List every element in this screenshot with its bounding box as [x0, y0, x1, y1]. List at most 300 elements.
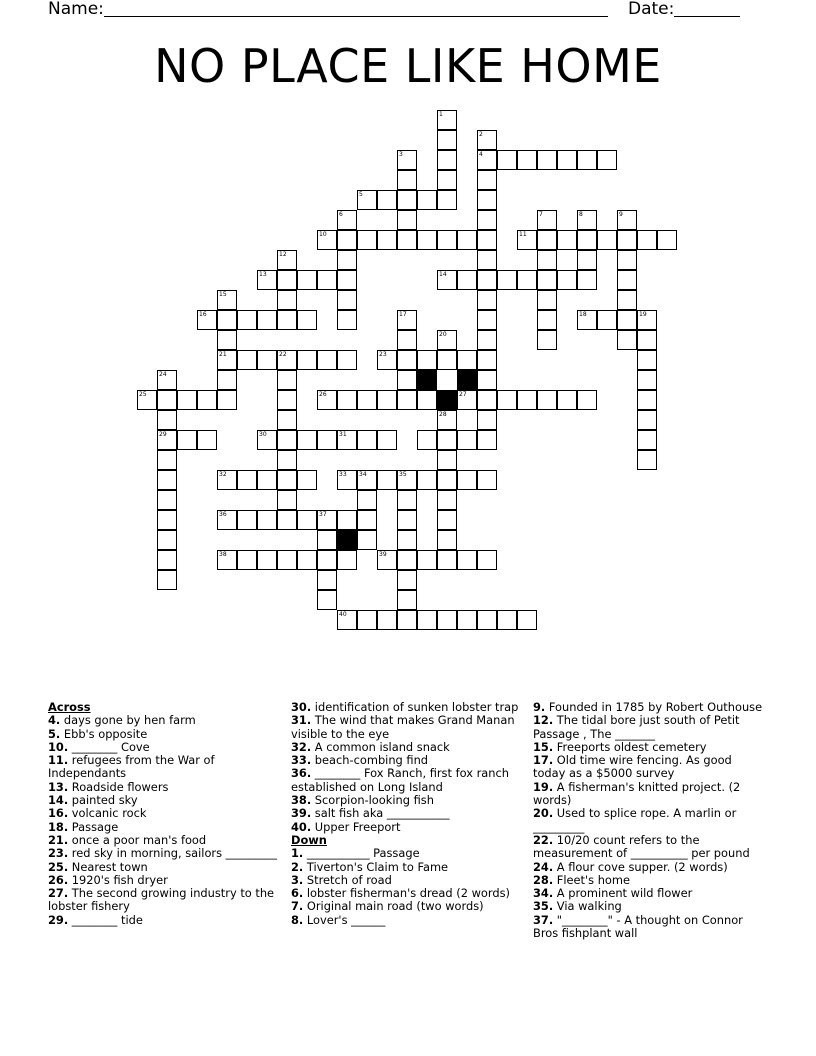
grid-cell[interactable]	[537, 270, 557, 290]
grid-cell[interactable]	[457, 390, 477, 410]
clue-number: 19	[639, 311, 647, 318]
grid-cell[interactable]	[517, 610, 537, 630]
grid-cell[interactable]	[537, 210, 557, 230]
grid-cell[interactable]	[337, 290, 357, 310]
grid-cell[interactable]	[477, 230, 497, 250]
grid-cell[interactable]	[317, 270, 337, 290]
clue-number-label: 27.	[48, 886, 69, 901]
grid-cell[interactable]	[157, 530, 177, 550]
grid-cell[interactable]	[317, 550, 337, 570]
clue-item	[48, 914, 280, 927]
grid-cell[interactable]	[437, 550, 457, 570]
grid-cell[interactable]	[317, 530, 337, 550]
clue-text: Passage	[68, 819, 119, 834]
grid-cell[interactable]	[217, 550, 237, 570]
grid-cell[interactable]	[337, 610, 357, 630]
grid-cell[interactable]	[497, 270, 517, 290]
grid-cell[interactable]	[477, 170, 497, 190]
grid-cell[interactable]	[477, 470, 497, 490]
clue-text: Tiverton's Claim to Fame	[303, 859, 449, 874]
clue-number: 34	[359, 471, 367, 478]
grid-cell[interactable]	[157, 550, 177, 570]
grid-cell[interactable]	[397, 190, 417, 210]
grid-cell[interactable]	[477, 130, 497, 150]
clue-text: The tidal bore just south of Petit Passage , The _______	[533, 713, 740, 741]
grid-cell[interactable]	[317, 390, 337, 410]
grid-cell[interactable]	[157, 450, 177, 470]
grid-cell[interactable]	[477, 250, 497, 270]
grid-cell[interactable]	[217, 310, 237, 330]
across-heading: Across	[48, 700, 91, 714]
grid-cell[interactable]	[537, 230, 557, 250]
grid-cell[interactable]	[297, 550, 317, 570]
clue-number-label: 15.	[533, 739, 554, 754]
grid-cell[interactable]	[377, 390, 397, 410]
grid-cell[interactable]	[157, 490, 177, 510]
grid-cell[interactable]	[537, 150, 557, 170]
grid-cell[interactable]	[357, 510, 377, 530]
clue-text: Scorpion-looking fish	[311, 793, 434, 808]
clue-number-label: 20.	[533, 806, 554, 821]
grid-cell[interactable]	[277, 350, 297, 370]
grid-cell[interactable]	[397, 490, 417, 510]
clue-text: A prominent wild flower	[553, 886, 693, 901]
puzzle-title: NO PLACE LIKE HOME	[154, 39, 662, 93]
clue-number: 20	[439, 331, 447, 338]
grid-cell[interactable]	[217, 390, 237, 410]
grid-cell[interactable]	[357, 530, 377, 550]
clue-number-label: 30.	[291, 700, 312, 714]
clue-text: lobster fisherman's dread (2 words)	[303, 886, 510, 901]
grid-cell[interactable]	[537, 310, 557, 330]
grid-cell[interactable]	[157, 510, 177, 530]
clue-item	[291, 887, 523, 900]
grid-cell[interactable]	[297, 270, 317, 290]
grid-cell[interactable]	[477, 290, 497, 310]
clue-item	[291, 754, 523, 767]
clue-number-label: 25.	[48, 859, 69, 874]
clue-number-label: 34.	[533, 886, 554, 901]
grid-cell[interactable]	[217, 370, 237, 390]
grid-cell[interactable]	[337, 430, 357, 450]
grid-cell[interactable]	[437, 490, 457, 510]
grid-cell[interactable]	[317, 230, 337, 250]
grid-cell[interactable]	[637, 370, 657, 390]
grid-cell[interactable]	[617, 310, 637, 330]
clue-number-label: 24.	[533, 859, 554, 874]
grid-cell[interactable]	[477, 210, 497, 230]
grid-cell[interactable]	[477, 330, 497, 350]
grid-cell[interactable]	[337, 310, 357, 330]
grid-cell[interactable]	[237, 510, 257, 530]
grid-cell[interactable]	[237, 310, 257, 330]
grid-cell[interactable]	[457, 430, 477, 450]
grid-cell[interactable]	[177, 430, 197, 450]
grid-cell[interactable]	[537, 290, 557, 310]
clue-number: 39	[379, 551, 387, 558]
clue-text: ________ Fox Ranch, first fox ranch established on Long Island	[291, 766, 509, 794]
grid-cell[interactable]	[437, 270, 457, 290]
clue-item	[533, 874, 765, 887]
clue-number: 22	[279, 351, 287, 358]
clue-number: 21	[219, 351, 227, 358]
grid-cell[interactable]	[397, 390, 417, 410]
grid-cell[interactable]	[437, 350, 457, 370]
clue-text: Roadside flowers	[68, 779, 169, 794]
grid-cell[interactable]	[437, 470, 457, 490]
grid-cell[interactable]	[277, 270, 297, 290]
grid-cell[interactable]	[577, 150, 597, 170]
clue-text: refugees from the War of Independants	[48, 753, 215, 781]
grid-cell[interactable]	[477, 390, 497, 410]
clue-text: identification of sunken lobster trap	[311, 700, 519, 714]
grid-cell[interactable]	[437, 410, 457, 430]
grid-cell[interactable]	[357, 230, 377, 250]
clue-text: Founded in 1785 by Robert Outhouse	[545, 700, 763, 714]
grid-cell[interactable]	[377, 350, 397, 370]
clue-number: 18	[579, 311, 587, 318]
grid-cell[interactable]	[277, 490, 297, 510]
clue-item	[48, 874, 280, 887]
grid-cell[interactable]	[417, 390, 437, 410]
clue-text: Old time wire fencing. As good today as a $5000 survey	[533, 753, 732, 781]
clue-number-label: 33.	[291, 753, 312, 768]
grid-cell[interactable]	[337, 510, 357, 530]
grid-cell[interactable]	[537, 390, 557, 410]
clue-item	[533, 714, 765, 741]
grid-cell[interactable]	[637, 410, 657, 430]
clue-number: 2	[479, 131, 483, 138]
grid-cell[interactable]	[397, 590, 417, 610]
grid-cell[interactable]	[217, 350, 237, 370]
grid-cell[interactable]	[317, 590, 337, 610]
clue-number: 17	[399, 311, 407, 318]
grid-cell[interactable]	[237, 350, 257, 370]
grid-cell[interactable]	[597, 310, 617, 330]
grid-cell[interactable]	[437, 510, 457, 530]
grid-cell[interactable]	[337, 470, 357, 490]
clue-number-label: 26.	[48, 872, 69, 887]
grid-cell[interactable]	[537, 330, 557, 350]
clue-item	[291, 807, 523, 820]
grid-cell[interactable]	[377, 470, 397, 490]
grid-cell[interactable]	[637, 430, 657, 450]
grid-cell[interactable]	[257, 470, 277, 490]
grid-cell[interactable]	[277, 470, 297, 490]
black-square	[437, 390, 457, 410]
grid-cell[interactable]	[417, 470, 437, 490]
date-field[interactable]	[674, 16, 740, 17]
grid-cell[interactable]	[377, 610, 397, 630]
grid-cell[interactable]	[637, 310, 657, 330]
grid-cell[interactable]	[417, 610, 437, 630]
clue-text: ________ tide	[68, 912, 143, 927]
grid-cell[interactable]	[257, 310, 277, 330]
grid-cell[interactable]	[297, 350, 317, 370]
clue-item	[533, 834, 765, 861]
grid-cell[interactable]	[597, 150, 617, 170]
grid-cell[interactable]	[377, 230, 397, 250]
grid-cell[interactable]	[497, 390, 517, 410]
grid-cell[interactable]	[397, 530, 417, 550]
grid-cell[interactable]	[397, 470, 417, 490]
grid-cell[interactable]	[357, 430, 377, 450]
grid-cell[interactable]	[397, 150, 417, 170]
clue-text: Upper Freeport	[311, 819, 401, 834]
grid-cell[interactable]	[157, 410, 177, 430]
clue-number-label: 32.	[291, 739, 312, 754]
down-heading: Down	[291, 832, 327, 847]
grid-cell[interactable]	[257, 550, 277, 570]
grid-cell[interactable]	[357, 390, 377, 410]
grid-cell[interactable]	[317, 570, 337, 590]
clues-column-3	[533, 701, 765, 940]
grid-cell[interactable]	[237, 550, 257, 570]
grid-cell[interactable]	[437, 150, 457, 170]
grid-cell[interactable]	[477, 190, 497, 210]
clue-number-label: 13.	[48, 779, 69, 794]
grid-cell[interactable]	[557, 230, 577, 250]
grid-cell[interactable]	[337, 550, 357, 570]
grid-cell[interactable]	[577, 210, 597, 230]
clue-item	[533, 900, 765, 913]
grid-cell[interactable]	[457, 230, 477, 250]
clue-number: 14	[439, 271, 447, 278]
grid-cell[interactable]	[157, 430, 177, 450]
grid-cell[interactable]	[477, 310, 497, 330]
grid-cell[interactable]	[437, 110, 457, 130]
grid-cell[interactable]	[257, 430, 277, 450]
grid-cell[interactable]	[217, 330, 237, 350]
grid-cell[interactable]	[197, 390, 217, 410]
grid-cell[interactable]	[397, 330, 417, 350]
grid-cell[interactable]	[437, 530, 457, 550]
clue-number: 35	[399, 471, 407, 478]
grid-cell[interactable]	[417, 430, 437, 450]
clue-item	[48, 728, 280, 741]
grid-cell[interactable]	[557, 150, 577, 170]
grid-cell[interactable]	[397, 610, 417, 630]
grid-cell[interactable]	[217, 290, 237, 310]
grid-cell[interactable]	[417, 550, 437, 570]
grid-cell[interactable]	[517, 230, 537, 250]
grid-cell[interactable]	[577, 230, 597, 250]
grid-cell[interactable]	[377, 430, 397, 450]
grid-cell[interactable]	[657, 230, 677, 250]
grid-cell[interactable]	[637, 350, 657, 370]
grid-cell[interactable]	[457, 470, 477, 490]
grid-cell[interactable]	[457, 350, 477, 370]
clue-number-label: 40.	[291, 819, 312, 834]
grid-cell[interactable]	[197, 430, 217, 450]
grid-cell[interactable]	[557, 270, 577, 290]
grid-cell[interactable]	[217, 510, 237, 530]
grid-cell[interactable]	[457, 550, 477, 570]
grid-cell[interactable]	[277, 550, 297, 570]
grid-cell[interactable]	[257, 510, 277, 530]
grid-cell[interactable]	[477, 350, 497, 370]
grid-cell[interactable]	[397, 510, 417, 530]
black-square	[457, 370, 477, 390]
grid-cell[interactable]	[437, 130, 457, 150]
grid-cell[interactable]	[277, 390, 297, 410]
grid-cell[interactable]	[637, 450, 657, 470]
grid-cell[interactable]	[197, 310, 217, 330]
grid-cell[interactable]	[277, 450, 297, 470]
grid-cell[interactable]	[477, 430, 497, 450]
grid-cell[interactable]	[577, 250, 597, 270]
grid-cell[interactable]	[337, 210, 357, 230]
grid-cell[interactable]	[537, 250, 557, 270]
clue-item	[533, 701, 765, 714]
grid-cell[interactable]	[437, 450, 457, 470]
grid-cell[interactable]	[437, 330, 457, 350]
grid-cell[interactable]	[617, 230, 637, 250]
grid-cell[interactable]	[637, 330, 657, 350]
clue-number: 9	[619, 211, 623, 218]
grid-cell[interactable]	[437, 170, 457, 190]
grid-cell[interactable]	[477, 270, 497, 290]
grid-cell[interactable]	[217, 470, 237, 490]
grid-cell[interactable]	[417, 350, 437, 370]
grid-cell[interactable]	[617, 290, 637, 310]
grid-cell[interactable]	[237, 470, 257, 490]
grid-cell[interactable]	[437, 430, 457, 450]
grid-cell[interactable]	[277, 510, 297, 530]
grid-cell[interactable]	[357, 610, 377, 630]
clue-item	[291, 767, 523, 794]
grid-cell[interactable]	[317, 350, 337, 370]
grid-cell[interactable]	[497, 150, 517, 170]
grid-cell[interactable]	[597, 230, 617, 250]
grid-cell[interactable]	[337, 230, 357, 250]
clue-number: 24	[159, 371, 167, 378]
grid-cell[interactable]	[317, 510, 337, 530]
grid-cell[interactable]	[617, 210, 637, 230]
grid-cell[interactable]	[477, 610, 497, 630]
grid-cell[interactable]	[357, 490, 377, 510]
grid-cell[interactable]	[357, 470, 377, 490]
grid-cell[interactable]	[517, 270, 537, 290]
grid-cell[interactable]	[277, 290, 297, 310]
clue-item	[48, 781, 280, 794]
grid-cell[interactable]	[457, 270, 477, 290]
clue-text: A fisherman's knitted project. (2 words)	[533, 779, 741, 808]
clue-number: 38	[219, 551, 227, 558]
grid-cell[interactable]	[157, 390, 177, 410]
clue-number-label: 18.	[48, 819, 69, 834]
grid-cell[interactable]	[437, 610, 457, 630]
grid-cell[interactable]	[397, 570, 417, 590]
grid-cell[interactable]	[277, 430, 297, 450]
grid-cell[interactable]	[277, 250, 297, 270]
grid-cell[interactable]	[337, 250, 357, 270]
grid-cell[interactable]	[257, 350, 277, 370]
grid-cell[interactable]	[397, 310, 417, 330]
grid-cell[interactable]	[417, 190, 437, 210]
clue-item	[48, 821, 280, 834]
grid-cell[interactable]	[577, 390, 597, 410]
grid-cell[interactable]	[297, 430, 317, 450]
grid-cell[interactable]	[577, 270, 597, 290]
grid-cell[interactable]	[457, 610, 477, 630]
clue-number: 40	[339, 611, 347, 618]
grid-cell[interactable]	[297, 510, 317, 530]
grid-cell[interactable]	[337, 390, 357, 410]
grid-cell[interactable]	[277, 310, 297, 330]
grid-cell[interactable]	[617, 330, 637, 350]
grid-cell[interactable]	[517, 390, 537, 410]
clue-text: A flour cove supper. (2 words)	[553, 859, 728, 874]
grid-cell[interactable]	[617, 250, 637, 270]
grid-cell[interactable]	[397, 210, 417, 230]
clue-text: Original main road (two words)	[303, 899, 484, 914]
clue-text: 1920's fish dryer	[68, 872, 168, 887]
clue-number: 32	[219, 471, 227, 478]
grid-cell[interactable]	[377, 550, 397, 570]
clue-item	[533, 807, 765, 834]
clue-number: 7	[539, 211, 543, 218]
grid-cell[interactable]	[337, 350, 357, 370]
grid-cell[interactable]	[357, 190, 377, 210]
clue-number: 29	[159, 431, 167, 438]
grid-cell[interactable]	[377, 190, 397, 210]
grid-cell[interactable]	[397, 370, 417, 390]
grid-cell[interactable]	[337, 270, 357, 290]
grid-cell[interactable]	[557, 390, 577, 410]
grid-cell[interactable]	[157, 470, 177, 490]
grid-cell[interactable]	[397, 170, 417, 190]
clues-column-2	[291, 701, 523, 927]
grid-cell[interactable]	[177, 390, 197, 410]
grid-cell[interactable]	[477, 370, 497, 390]
grid-cell[interactable]	[137, 390, 157, 410]
grid-cell[interactable]	[637, 390, 657, 410]
grid-cell[interactable]	[277, 370, 297, 390]
grid-cell[interactable]	[257, 270, 277, 290]
grid-cell[interactable]	[297, 310, 317, 330]
grid-cell[interactable]	[397, 350, 417, 370]
grid-cell[interactable]	[437, 230, 457, 250]
grid-cell[interactable]	[397, 550, 417, 570]
grid-cell[interactable]	[577, 310, 597, 330]
grid-cell[interactable]	[157, 370, 177, 390]
clue-item	[291, 794, 523, 807]
clue-item	[533, 741, 765, 754]
clue-number-label: 9.	[533, 700, 546, 714]
grid-cell[interactable]	[477, 410, 497, 430]
clue-number: 27	[459, 391, 467, 398]
clue-number-label: 22.	[533, 832, 554, 847]
grid-cell[interactable]	[297, 470, 317, 490]
name-field[interactable]	[104, 16, 608, 17]
grid-cell[interactable]	[437, 190, 457, 210]
grid-cell[interactable]	[477, 550, 497, 570]
grid-cell[interactable]	[417, 230, 437, 250]
grid-cell[interactable]	[397, 230, 417, 250]
grid-cell[interactable]	[517, 150, 537, 170]
clue-number: 37	[319, 511, 327, 518]
grid-cell[interactable]	[157, 570, 177, 590]
clue-number: 25	[139, 391, 147, 398]
grid-cell[interactable]	[497, 610, 517, 630]
grid-cell[interactable]	[317, 430, 337, 450]
grid-cell[interactable]	[637, 230, 657, 250]
grid-cell[interactable]	[277, 410, 297, 430]
clue-text: volcanic rock	[68, 806, 147, 821]
grid-cell[interactable]	[617, 270, 637, 290]
grid-cell[interactable]	[477, 150, 497, 170]
